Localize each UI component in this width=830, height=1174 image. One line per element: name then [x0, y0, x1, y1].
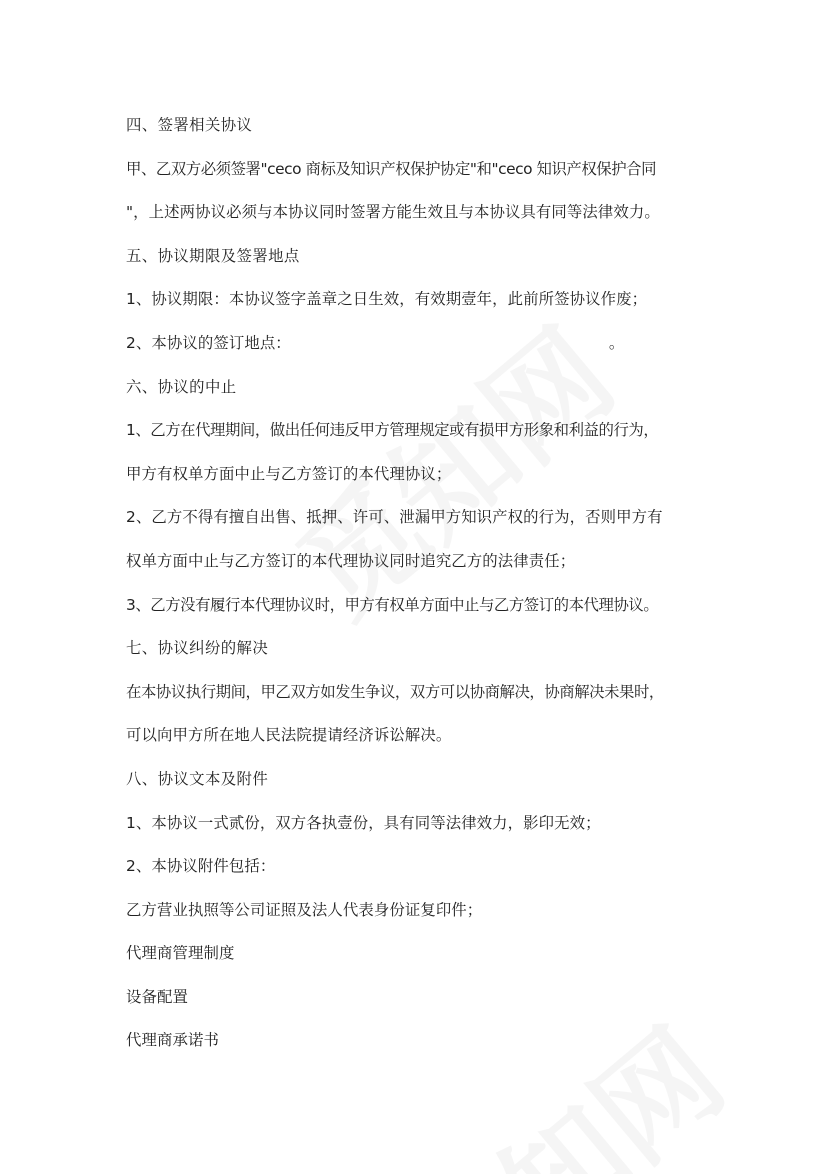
signing-place-line — [126, 329, 726, 373]
paragraph-line: 可以向甲方所在地人民法院提请经济诉讼解决。 — [126, 726, 452, 745]
signing-place-label: 2、本协议的签订地点： — [126, 333, 291, 352]
section-heading-attachments: 八、协议文本及附件 — [126, 769, 269, 788]
paragraph-line: 3、乙方没有履行本代理协议时，甲方有权单方面中止与乙方签订的本代理协议。 — [126, 595, 659, 614]
paragraph-line: 2、本协议附件包括： — [126, 857, 276, 876]
document-body — [126, 111, 726, 1070]
attachment-item: 代理商管理制度 — [126, 944, 235, 963]
attachment-item: 代理商承诺书 — [126, 1031, 219, 1050]
paragraph-line: 甲方有权单方面中止与乙方签订的本代理协议； — [126, 464, 452, 483]
section-heading-suspension: 六、协议的中止 — [126, 377, 237, 396]
paragraph-line: "，上述两协议必须与本协议同时签署方能生效且与本协议具有同等法律效力。 — [126, 203, 660, 222]
paragraph-line: 2、乙方不得有擅自出售、抵押、许可、泄漏甲方知识产权的行为，否则甲方有 — [126, 508, 663, 527]
paragraph-line: 在本协议执行期间，甲乙双方如发生争议，双方可以协商解决，协商解决未果时， — [126, 682, 664, 701]
paragraph-line: 1、乙方在代理期间，做出任何违反甲方管理规定或有损甲方形象和利益的行为， — [126, 421, 659, 440]
paragraph-line: 甲、乙双方必须签署"ceco 商标及知识产权保护协定"和"ceco 知识产权保护合同 — [126, 159, 657, 178]
signing-place-end: 。 — [608, 333, 625, 352]
section-heading-dispute: 七、协议纠纷的解决 — [126, 639, 269, 658]
paragraph-line: 权单方面中止与乙方签订的本代理协议同时追究乙方的法律责任； — [126, 551, 576, 570]
section-heading-signing: 四、签署相关协议 — [126, 116, 253, 134]
attachment-item: 设备配置 — [126, 987, 188, 1006]
paragraph-line: 1、协议期限：本协议签字盖章之日生效，有效期壹年，此前所签协议作废； — [126, 290, 648, 309]
section-heading-term: 五、协议期限及签署地点 — [126, 246, 300, 265]
attachment-item: 乙方营业执照等公司证照及法人代表身份证复印件； — [126, 900, 483, 919]
paragraph-line: 1、本协议一式贰份，双方各执壹份，具有同等法律效力，影印无效； — [126, 813, 601, 832]
